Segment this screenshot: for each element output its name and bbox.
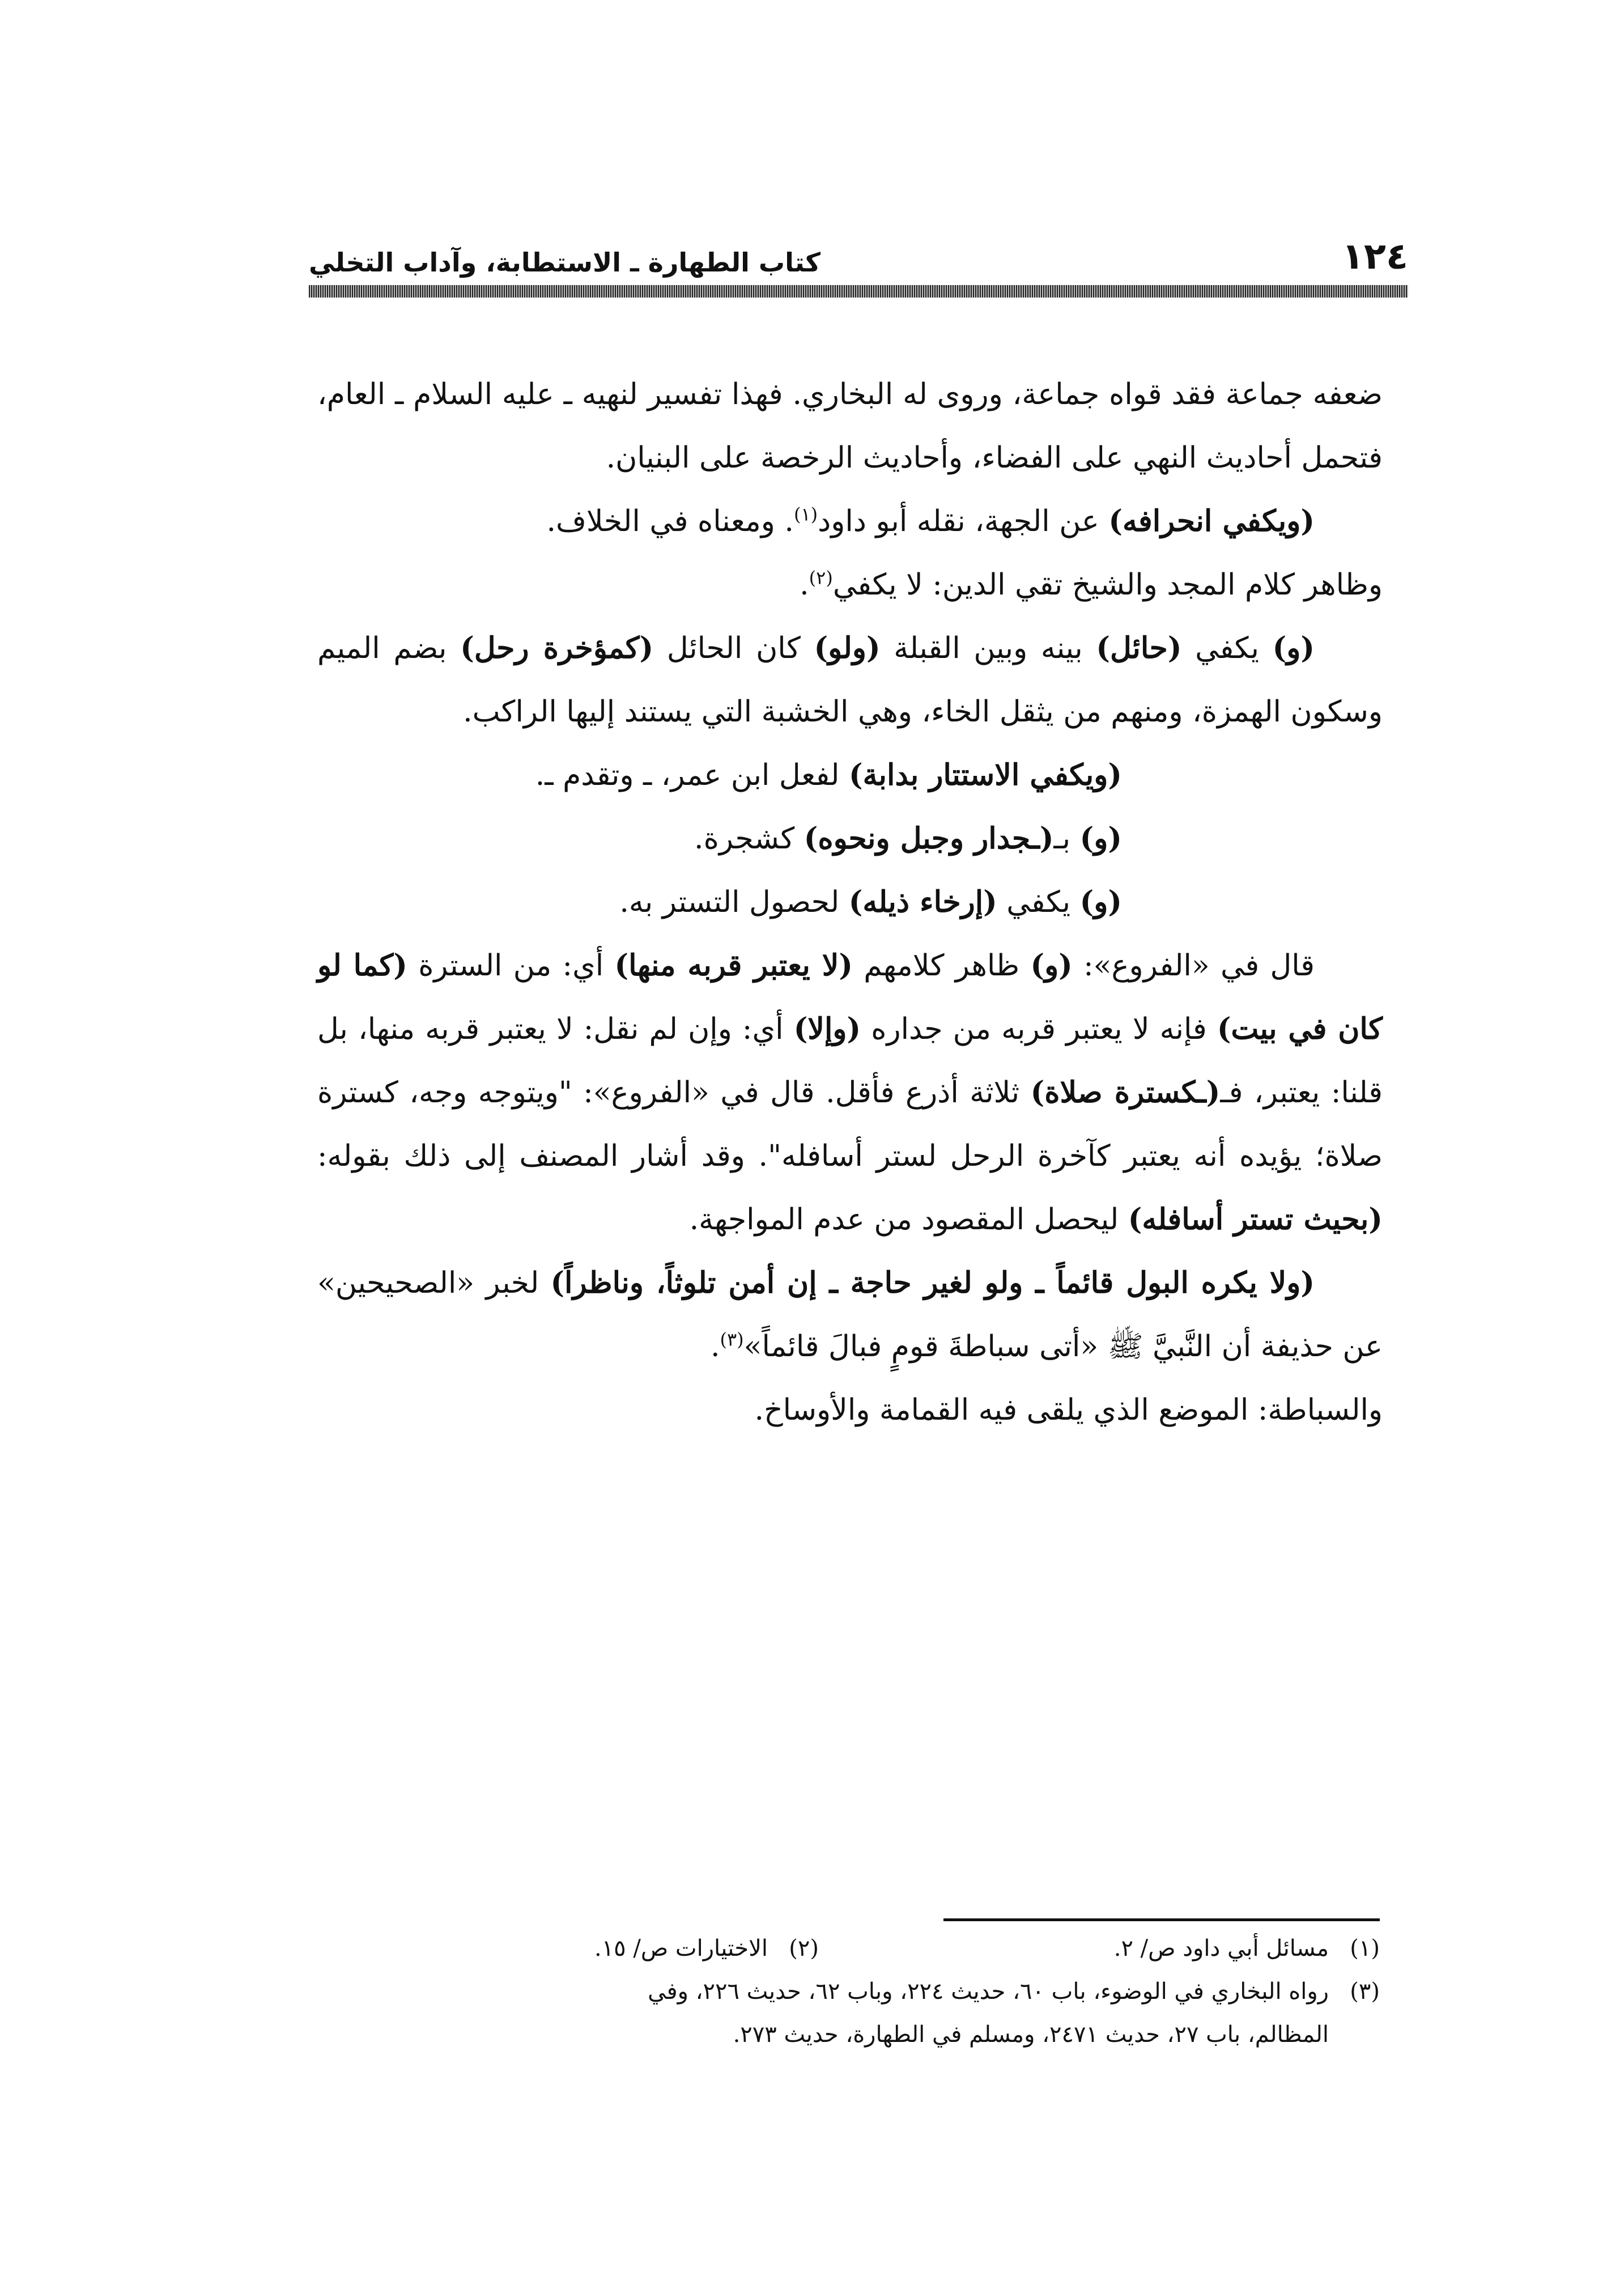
paragraph: قال في «الفروع»: (و) ظاهر كلامهم (لا يعتبر قربه منها) أي: من السترة (كما لو كان في بيت) فإنه لا يعتبر قربه من جداره (وإلا) أي: وإن لم نقل: لا يعتبر قربه منها، بل قلنا: يعتبر، فـ(ـكسترة صلاة) ثلاثة أذرع فأقل. قال في «الفروع»: "ويتوجه وجه، كسترة صلاة؛ يؤيده أنه يعتبر كآخرة الرحل لستر أسافله". وقد أشار المصنف إلى ذلك بقوله: (بحيث تستر أسافله) ليحصل المقصود من عدم المواجهة.: [317, 948, 1383, 1237]
running-title: كتاب الطهارة ـ الاستطابة، وآداب التخلي: [309, 247, 820, 278]
footnote-text: مسائل أبي داود ص/ ٢.: [1113, 1935, 1329, 1961]
paragraph: وظاهر كلام المجد والشيخ تقي الدين: لا يكفي$^{(٢)}$.: [800, 567, 1383, 602]
footnote-text: رواه البخاري في الوضوء، باب ٦٠، حديث ٢٢٤، وباب ٦٢، حديث ٢٢٦، وفي: [648, 1978, 1329, 2005]
main-text: [317, 363, 1383, 1442]
page-header: [309, 232, 1408, 278]
paragraph: (و) بـ(ـجدار وجبل ونحوه) كشجرة.: [694, 821, 1122, 856]
footnote-number: (٣): [1350, 1978, 1380, 2005]
paragraph: ضعفه جماعة فقد قواه جماعة، وروى له البخاري. فهذا تفسير لنهيه ـ عليه السلام ـ العام، فتحمل أحاديث النهي على الفضاء، وأحاديث الرخصة على البنيان.: [317, 377, 1383, 475]
footnote-number: (٢): [789, 1935, 819, 1961]
footnote-ref[interactable]: (٢): [809, 567, 833, 589]
footnote-row: [309, 1970, 1380, 2013]
header-rule: [309, 285, 1408, 298]
paragraph: والسباطة: الموضع الذي يلقى فيه القمامة والأوساخ.: [754, 1393, 1383, 1427]
page-number: ١٢٤: [1341, 236, 1408, 278]
footnote-ref[interactable]: (٣): [720, 1328, 744, 1351]
paragraph: (ولا يكره البول قائماً ـ ولو لغير حاجة ـ إن أمن تلوثاً، وناظراً) لخبر «الصحيحين» عن حذيفة أن النَّبيَّ ﷺ «أتى سباطةَ قومٍ فبالَ قائماً»$^{(٣)}$.: [317, 1266, 1383, 1364]
footnote-text: الاختيارات ص/ ١٥.: [594, 1935, 768, 1961]
footnote-separator: [943, 1918, 1380, 1921]
footnote-continuation: المظالم، باب ٢٧، حديث ٢٤٧١، ومسلم في الطهارة، حديث ٢٧٣.: [733, 2022, 1329, 2048]
footnotes: [309, 1927, 1380, 2056]
paragraph: (ويكفي الاستتار بدابة) لفعل ابن عمر، ـ وتقدم ـ.: [535, 758, 1122, 792]
paragraph: (و) يكفي (حائل) بينه وبين القبلة (ولو) كان الحائل (كمؤخرة رحل) بضم الميم وسكون الهمزة، ومنهم من يثقل الخاء، وهي الخشبة التي يستند إليها الراكب.: [317, 631, 1383, 729]
footnote-number: (١): [1350, 1935, 1380, 1961]
paragraph: (و) يكفي (إرخاء ذيله) لحصول التستر به.: [619, 885, 1122, 919]
footnote-ref[interactable]: (١): [793, 503, 818, 525]
paragraph: (ويكفي انحرافه) عن الجهة، نقله أبو داود$^{(١)}$. ومعناه في الخلاف.: [546, 503, 1315, 538]
footnote-row: [309, 1927, 1380, 1970]
